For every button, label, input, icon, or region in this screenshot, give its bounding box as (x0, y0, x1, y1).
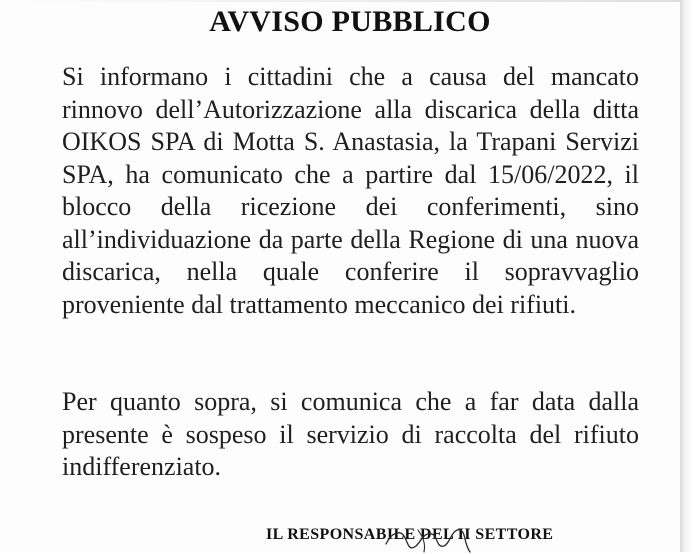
notice-title: AVVISO PUBBLICO (209, 5, 491, 38)
notice-paragraph-1: Si informano i cittadini che a causa del mancato rinnovo dell’Autorizzazione alla discarica della ditta OIKOS SPA di Motta S. Anastasia, la Trapani Servizi SPA, ha comunicato che a partire dal 15/06/2022, il blocco della ricezione dei conferimenti, sino all’individuazione da parte della Regione di una nuova discarica, nella quale conferire il sopravvaglio proveniente dal trattamento meccanico dei rifiuti. (62, 62, 639, 319)
notice-paragraph-2: Per quanto sopra, si comunica che a far data dalla presente è sospeso il servizio di raccolta del rifiuto indifferenziato. (62, 387, 639, 481)
page-edge-shadow (680, 0, 693, 552)
signature-label: IL RESPONSABILE DEL II SETTORE (266, 526, 554, 543)
page-top-shadow (0, 0, 680, 2)
